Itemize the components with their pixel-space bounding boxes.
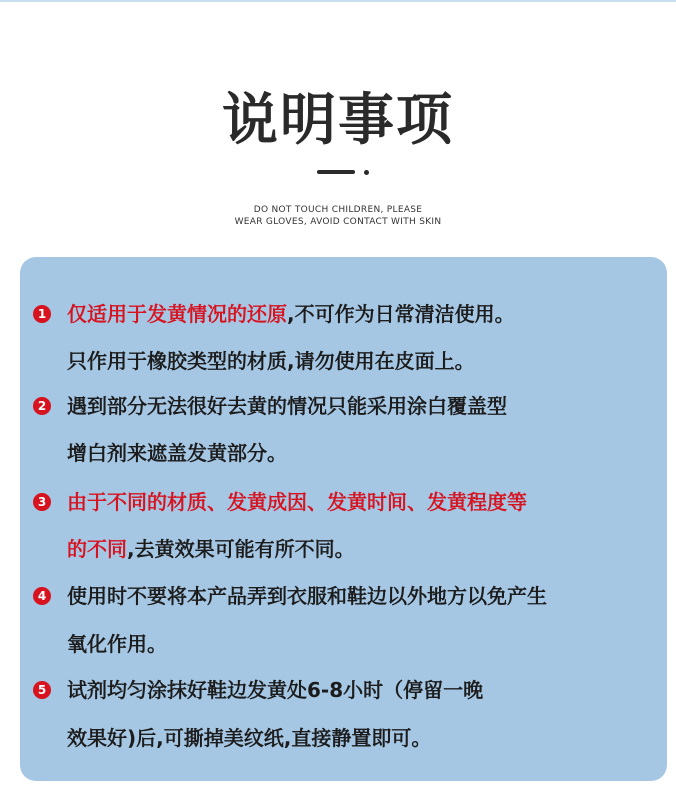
note-3-line-2-rest: ,去黄效果可能有所不同。 [127, 537, 355, 561]
note-1-highlight: 仅适用于发黄情况的还原 [67, 302, 287, 326]
note-number-2-badge: 2 [33, 397, 51, 415]
note-1-line-1-rest: ,不可作为日常清洁使用。 [287, 302, 515, 326]
divider-dot [364, 170, 369, 175]
note-3-highlight: 的不同 [67, 537, 127, 561]
page-title: 说明事项 [222, 88, 454, 153]
note-1-line-1 [67, 300, 515, 328]
title-divider [0, 170, 676, 176]
note-number-3-badge: 3 [33, 493, 51, 511]
subtitle-line-2: WEAR GLOVES, AVOID CONTACT WITH SKIN [234, 217, 442, 227]
top-border-line [0, 0, 676, 2]
note-number-5-badge: 5 [33, 681, 51, 699]
note-2-line-1: 遇到部分无法很好去黄的情况只能采用涂白覆盖型 [67, 394, 507, 418]
note-2-line-2: 增白剂来遮盖发黄部分。 [67, 441, 287, 465]
note-3-line-1: 由于不同的材质、发黄成因、发黄时间、发黄程度等 [67, 490, 527, 514]
subtitle-line-1: DO NOT TOUCH CHILDREN, PLEASE [253, 205, 423, 215]
note-4-line-1: 使用时不要将本产品弄到衣服和鞋边以外地方以免产生 [67, 584, 547, 608]
notes-card [20, 257, 667, 781]
note-1-line-2: 只作用于橡胶类型的材质,请勿使用在皮面上。 [67, 349, 475, 373]
divider-dash [317, 170, 355, 174]
note-number-1-badge: 1 [33, 305, 51, 323]
note-5-line-2: 效果好)后,可撕掉美纹纸,直接静置即可。 [67, 726, 432, 750]
note-4-line-2: 氧化作用。 [67, 632, 167, 656]
note-5-line-1: 试剂均匀涂抹好鞋边发黄处6-8小时（停留一晚 [67, 678, 484, 702]
note-number-4-badge: 4 [33, 587, 51, 605]
english-subtitle [0, 204, 676, 228]
note-3-line-2 [67, 535, 355, 563]
